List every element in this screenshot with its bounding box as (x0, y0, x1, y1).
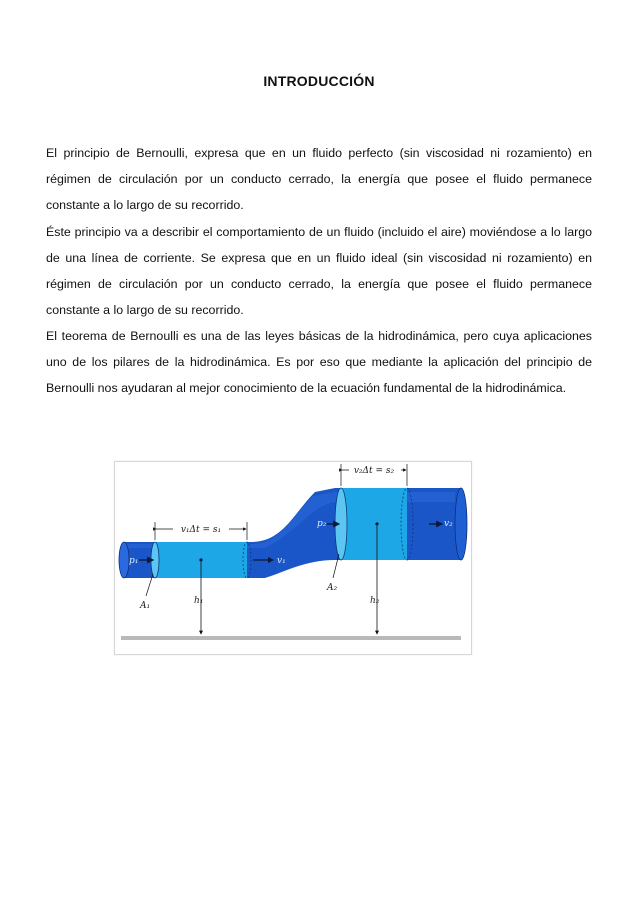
ground-line (121, 636, 461, 640)
s1-label: v₁Δt = s₁ (180, 525, 222, 535)
pipe-right-end (455, 488, 467, 560)
paragraph-1: El principio de Bernoulli, expresa que en un fluido perfecto (sin viscosidad ni rozamiento) en régimen de circulación por un conducto cerrado, la energía que posee el fluido permanece constante a lo largo de su recorrido. (46, 146, 592, 212)
page-title: INTRODUCCIÓN (263, 73, 375, 89)
v1-label: v₁ (277, 556, 286, 566)
bernoulli-diagram (114, 461, 472, 655)
s2-label: v₂Δt = s₂ (353, 466, 395, 476)
fluid-segment-2 (341, 488, 407, 560)
paragraph-3: El teorema de Bernoulli es una de las leyes básicas de la hidrodinámica, pero cuya aplicaciones uno de los pilares de la hidrodinámica. Es por eso que mediante la aplicación del principio de Bernoulli nos ayudaran al mejor conocimiento de la ecuación fundamental de la hidrodinámica. (46, 329, 592, 395)
bernoulli-diagram-svg (115, 462, 471, 654)
h2-label: h₂ (370, 596, 380, 606)
v2-label: v₂ (444, 519, 453, 529)
p2-label: p₂ (317, 519, 327, 529)
pipe-left-end (119, 542, 129, 578)
A1-label: A₁ (140, 601, 151, 611)
p1-label: p₁ (129, 556, 139, 566)
A2-label: A₂ (327, 583, 338, 593)
paragraph-2: Éste principio va a describir el comportamiento de un fluido (incluido el aire) moviéndose a lo largo de una línea de corriente. Se expresa que en un fluido ideal (sin viscosidad ni rozamiento) en régimen de circulación por un conducto cerrado, la energía que posee el fluido permanece constante a lo largo de su recorrido. (46, 225, 592, 317)
centre-2-dot (375, 522, 378, 525)
h1-label: h₁ (194, 596, 204, 606)
centre-1-dot (199, 558, 202, 561)
